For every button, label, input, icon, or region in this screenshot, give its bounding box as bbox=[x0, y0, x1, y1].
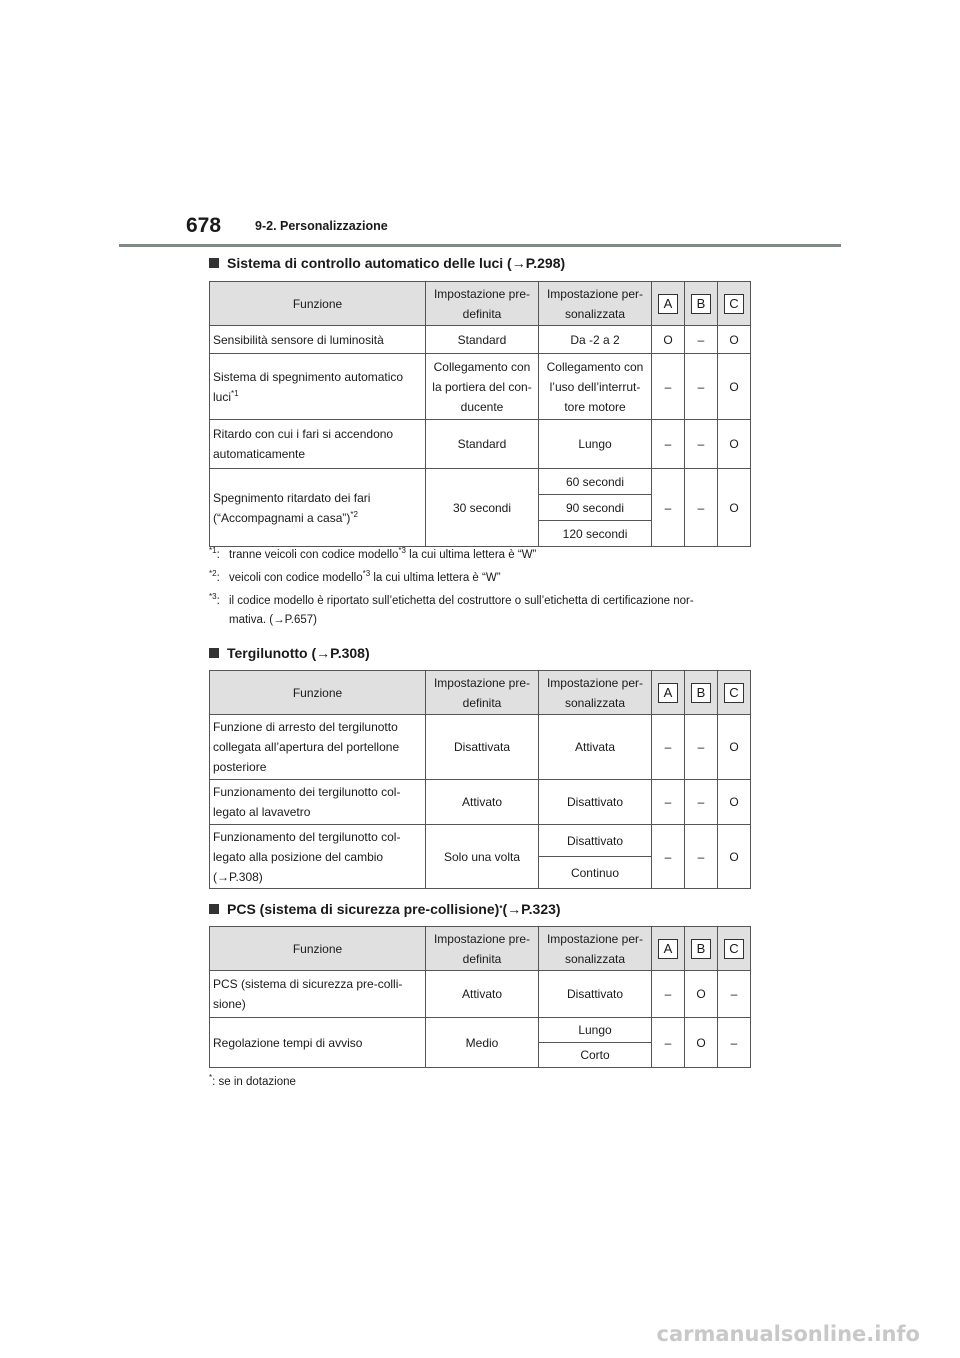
cell-funzione: PCS (sistema di sicurezza pre-colli- sione) bbox=[210, 971, 426, 1018]
ref-arrow: → bbox=[511, 255, 526, 271]
cell-funzione: Ritardo con cui i fari si accendono automaticamente bbox=[210, 420, 426, 469]
footnote-dotazione: *: se in dotazione bbox=[209, 1073, 296, 1088]
col-header-funzione: Funzione bbox=[210, 927, 426, 971]
col-header-a bbox=[652, 927, 685, 971]
table-tergilunotto bbox=[209, 670, 751, 889]
page-number: 678 bbox=[186, 214, 222, 237]
watermark: carmanualsonline.info bbox=[656, 1322, 920, 1346]
col-header-custom: Impostazione per- sonalizzata bbox=[539, 927, 652, 971]
cell-custom: Disattivato bbox=[539, 971, 652, 1018]
col-header-default: Impostazione pre- definita bbox=[426, 671, 539, 715]
cell-custom: Disattivato bbox=[539, 825, 652, 857]
cell-default: Attivato bbox=[426, 780, 539, 825]
cell-a: – bbox=[652, 780, 685, 825]
cell-funzione: Spegnimento ritardato dei fari (“Accompagnami a casa”)$^{*2}$ bbox=[210, 469, 426, 547]
section-title-text: PCS (sistema di sicurezza pre-collisione) bbox=[227, 901, 500, 917]
b-box-icon: B bbox=[691, 683, 711, 703]
cell-a: – bbox=[652, 420, 685, 469]
cell-default: Attivato bbox=[426, 971, 539, 1018]
cell-b: – bbox=[685, 715, 718, 780]
col-header-b bbox=[685, 671, 718, 715]
section-label: 9-2. Personalizzazione bbox=[255, 219, 388, 233]
cell-c: O bbox=[718, 420, 751, 469]
a-box-icon: A bbox=[658, 939, 678, 959]
cell-custom: 90 secondi bbox=[539, 495, 652, 521]
footnotes-luci bbox=[209, 546, 754, 634]
table-luci bbox=[209, 281, 751, 547]
a-box-icon: A bbox=[658, 294, 678, 314]
cell-c: – bbox=[718, 971, 751, 1018]
section-bullet-icon bbox=[209, 648, 219, 658]
col-header-c bbox=[718, 671, 751, 715]
table-row bbox=[210, 971, 751, 1018]
footnote-item: $^{*2}$: veicoli con codice modello$^{*3}$ la cui ultima lettera è “W” bbox=[209, 569, 501, 584]
cell-custom: Collegamento con l’uso dell’interrut- tore motore bbox=[539, 354, 652, 420]
col-header-c bbox=[718, 927, 751, 971]
cell-funzione: Regolazione tempi di avviso bbox=[210, 1018, 426, 1068]
cell-default: Disattivata bbox=[426, 715, 539, 780]
cell-c: O bbox=[718, 825, 751, 889]
col-header-custom: Impostazione per- sonalizzata bbox=[539, 671, 652, 715]
cell-c: O bbox=[718, 469, 751, 547]
cell-custom: Da -2 a 2 bbox=[539, 326, 652, 354]
cell-funzione: Sistema di spegnimento automatico luci$^{*1}$ bbox=[210, 354, 426, 420]
page-ref: P.298) bbox=[525, 255, 566, 271]
cell-funzione: Funzionamento del tergilunotto col- legato alla posizione del cambio (→P.308) bbox=[210, 825, 426, 889]
cell-custom: Lungo bbox=[539, 1018, 652, 1043]
col-header-funzione: Funzione bbox=[210, 282, 426, 326]
col-header-b bbox=[685, 282, 718, 326]
cell-custom: Disattivato bbox=[539, 780, 652, 825]
header-rule bbox=[119, 244, 841, 247]
cell-b: – bbox=[685, 780, 718, 825]
cell-a: – bbox=[652, 1018, 685, 1068]
cell-a: – bbox=[652, 354, 685, 420]
table-row bbox=[210, 420, 751, 469]
cell-c: O bbox=[718, 354, 751, 420]
c-box-icon: C bbox=[724, 294, 744, 314]
cell-c: O bbox=[718, 715, 751, 780]
cell-a: – bbox=[652, 715, 685, 780]
cell-b: – bbox=[685, 469, 718, 547]
c-box-icon: C bbox=[724, 683, 744, 703]
section-title-text: Tergilunotto ( bbox=[227, 645, 317, 661]
section-title-text: Sistema di controllo automatico delle luci ( bbox=[227, 255, 512, 271]
cell-funzione: Sensibilità sensore di luminosità bbox=[210, 326, 426, 354]
cell-b: – bbox=[685, 420, 718, 469]
cell-custom: 60 secondi bbox=[539, 469, 652, 495]
cell-a: O bbox=[652, 326, 685, 354]
footnote-item: $^{*3}$: il codice modello è riportato sull’etichetta del costruttore o sull’etichetta di certificazione nor- mativa. (→P.657) bbox=[209, 592, 694, 626]
cell-b: O bbox=[685, 971, 718, 1018]
cell-custom: Attivata bbox=[539, 715, 652, 780]
cell-default: Standard bbox=[426, 326, 539, 354]
cell-c: – bbox=[718, 1018, 751, 1068]
col-header-a bbox=[652, 671, 685, 715]
table-row bbox=[210, 715, 751, 780]
cell-b: – bbox=[685, 326, 718, 354]
ref-arrow: → bbox=[507, 901, 522, 917]
page-ref: P.323) bbox=[521, 901, 561, 917]
cell-custom: 120 secondi bbox=[539, 521, 652, 547]
col-header-default: Impostazione pre- definita bbox=[426, 927, 539, 971]
section-title-tergilunotto bbox=[209, 645, 370, 661]
col-header-c bbox=[718, 282, 751, 326]
cell-b: – bbox=[685, 354, 718, 420]
table-pcs bbox=[209, 926, 751, 1068]
cell-custom: Continuo bbox=[539, 857, 652, 889]
cell-c: O bbox=[718, 780, 751, 825]
b-box-icon: B bbox=[691, 939, 711, 959]
page-ref: P.308) bbox=[330, 645, 370, 661]
cell-default: 30 secondi bbox=[426, 469, 539, 547]
col-header-a bbox=[652, 282, 685, 326]
cell-custom: Corto bbox=[539, 1043, 652, 1068]
table-row bbox=[210, 825, 751, 857]
col-header-custom: Impostazione per- sonalizzata bbox=[539, 282, 652, 326]
cell-c: O bbox=[718, 326, 751, 354]
cell-funzione: Funzione di arresto del tergilunotto collegata all’apertura del portellone posteriore bbox=[210, 715, 426, 780]
cell-default: Solo una volta bbox=[426, 825, 539, 889]
a-box-icon: A bbox=[658, 683, 678, 703]
table-row bbox=[210, 469, 751, 495]
cell-funzione: Funzionamento dei tergilunotto col- legato al lavavetro bbox=[210, 780, 426, 825]
cell-a: – bbox=[652, 825, 685, 889]
section-bullet-icon bbox=[209, 904, 219, 914]
table-row bbox=[210, 326, 751, 354]
cell-a: – bbox=[652, 469, 685, 547]
cell-custom: Lungo bbox=[539, 420, 652, 469]
cell-default: Collegamento con la portiera del con- ducente bbox=[426, 354, 539, 420]
cell-b: – bbox=[685, 825, 718, 889]
footnote-item: $^{*1}$: tranne veicoli con codice modello$^{*3}$ la cui ultima lettera è “W” bbox=[209, 546, 537, 561]
col-header-default: Impostazione pre- definita bbox=[426, 282, 539, 326]
section-title-pcs: PCS (sistema di sicurezza pre-collisione) * ( → P.323) bbox=[209, 901, 561, 917]
table-row bbox=[210, 1018, 751, 1043]
c-box-icon: C bbox=[724, 939, 744, 959]
cell-default: Standard bbox=[426, 420, 539, 469]
table-row bbox=[210, 780, 751, 825]
ref-arrow: → bbox=[316, 645, 331, 661]
table-row bbox=[210, 354, 751, 420]
col-header-b bbox=[685, 927, 718, 971]
cell-a: – bbox=[652, 971, 685, 1018]
b-box-icon: B bbox=[691, 294, 711, 314]
section-bullet-icon bbox=[209, 258, 219, 268]
cell-b: O bbox=[685, 1018, 718, 1068]
col-header-funzione: Funzione bbox=[210, 671, 426, 715]
section-title-luci bbox=[209, 255, 565, 271]
cell-default: Medio bbox=[426, 1018, 539, 1068]
